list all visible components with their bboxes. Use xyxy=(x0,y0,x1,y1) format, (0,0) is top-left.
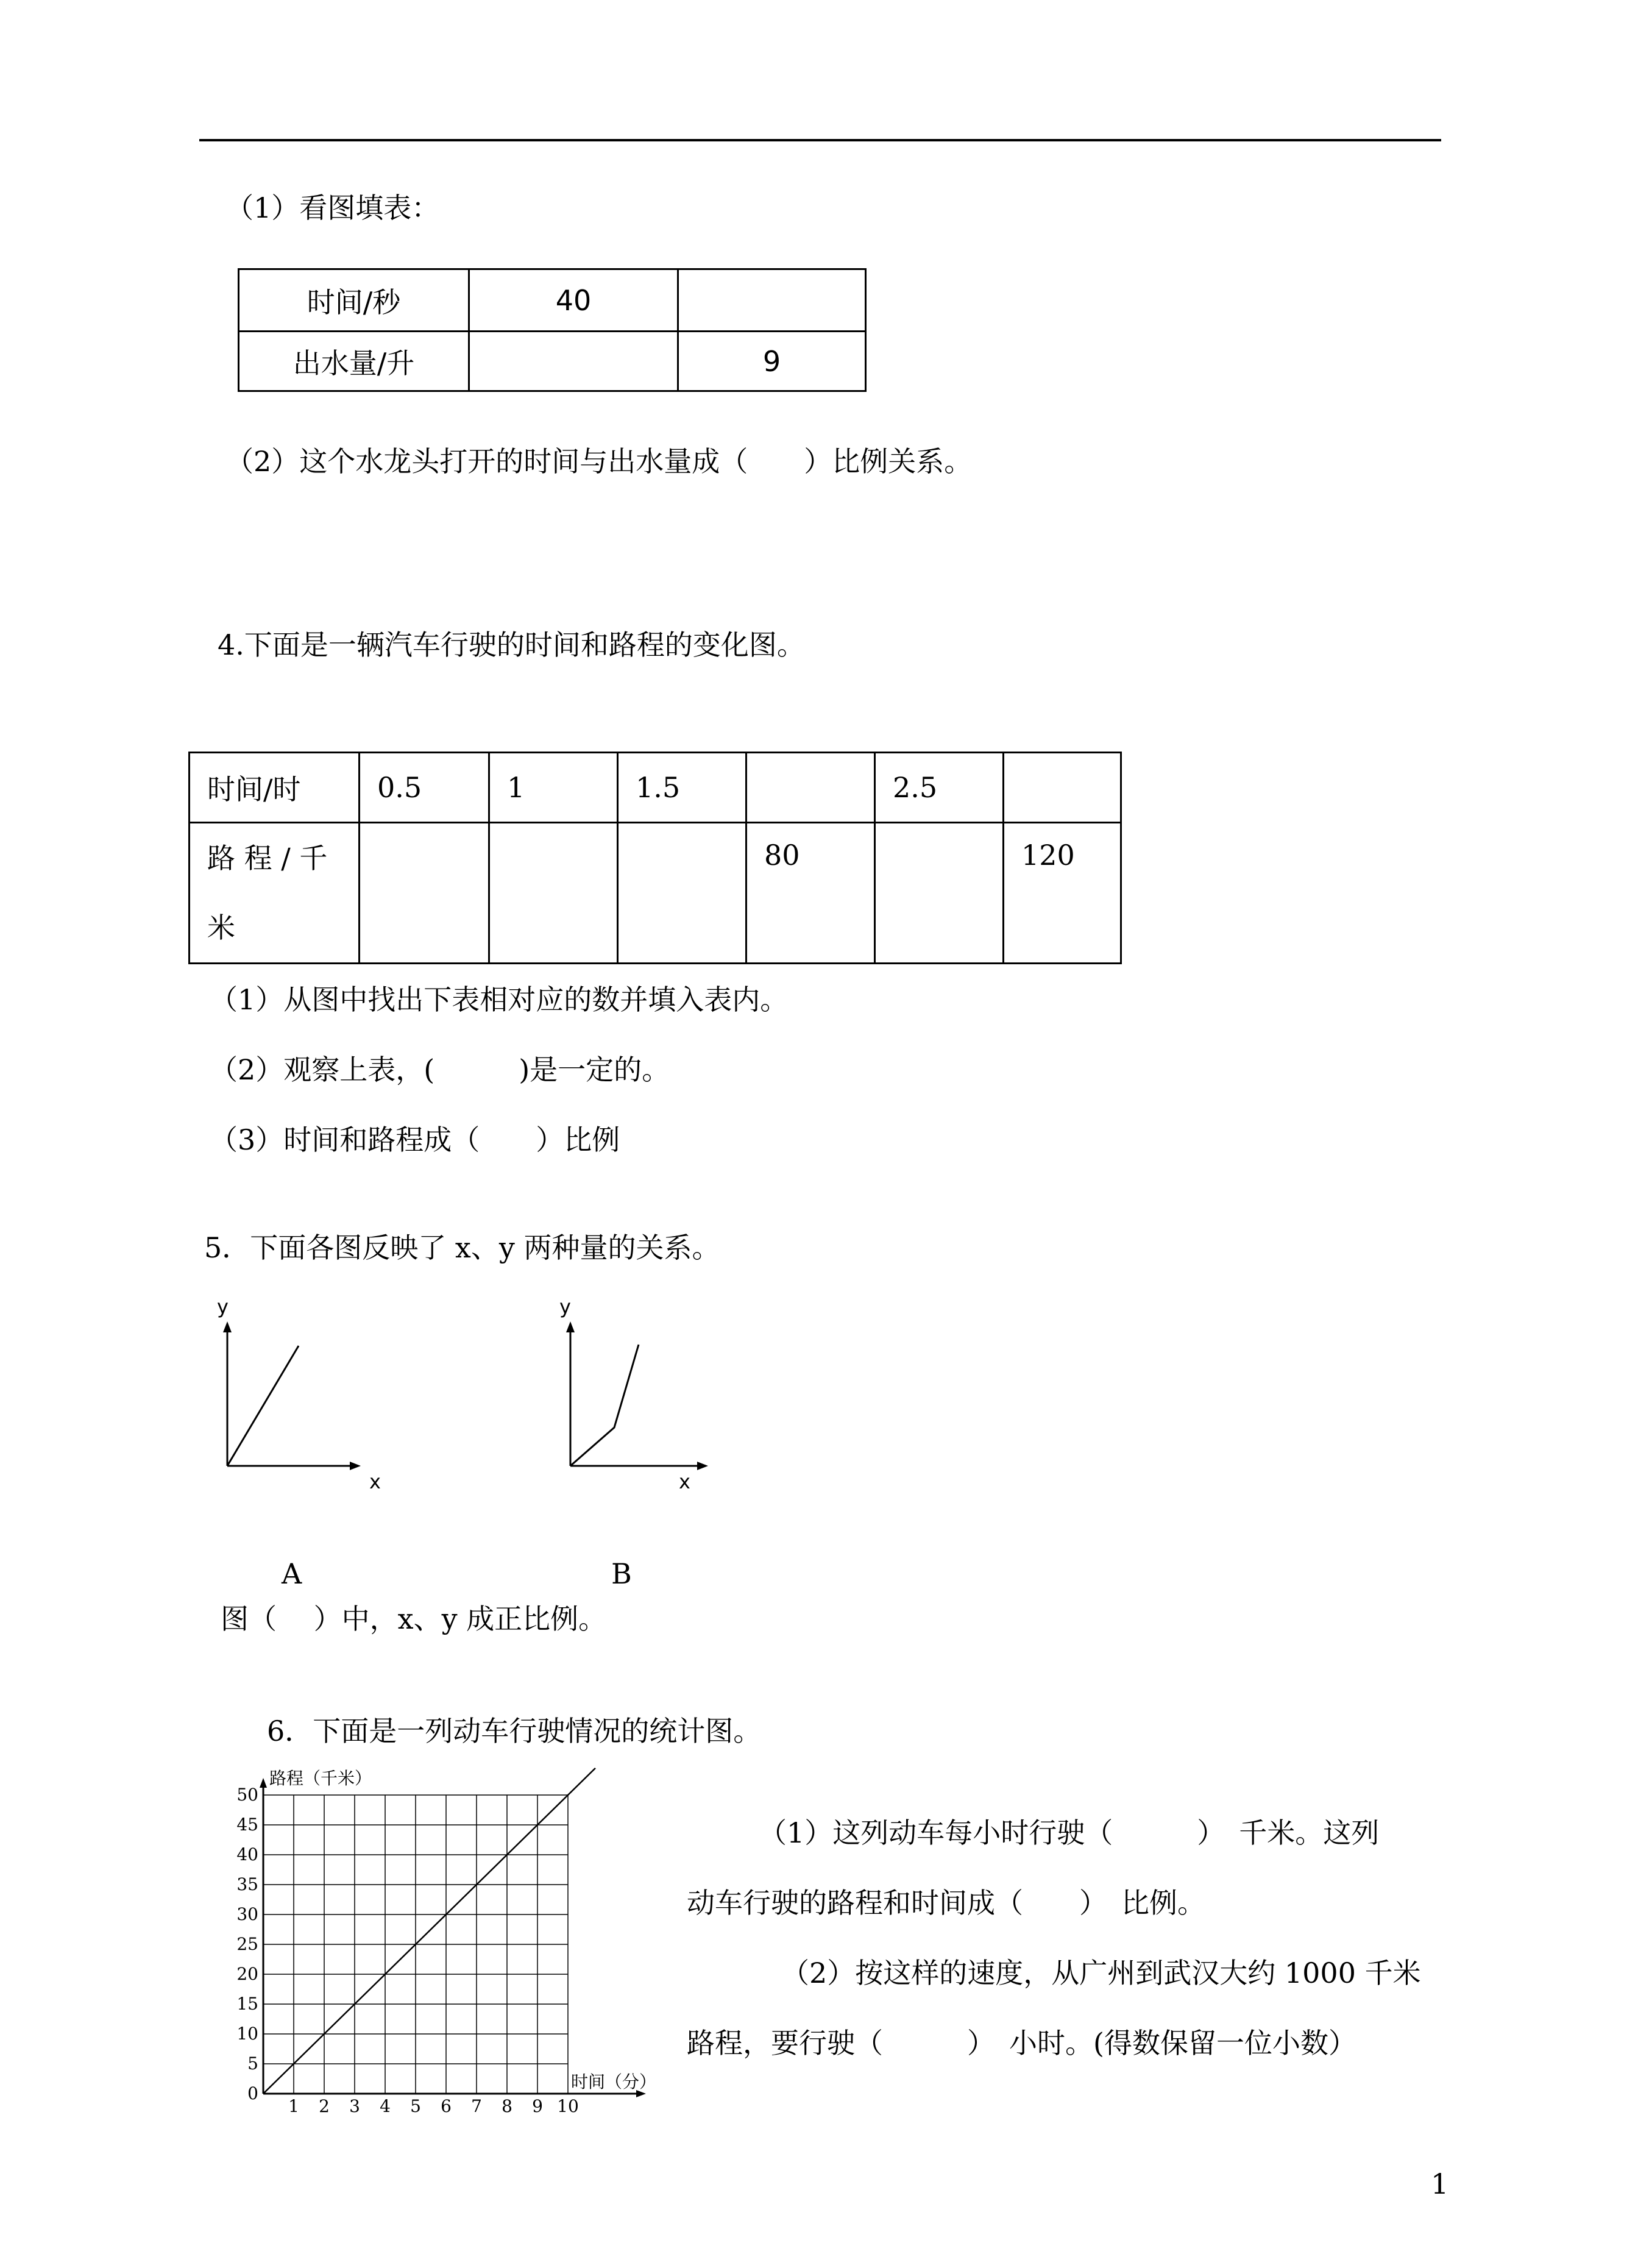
page-number: 1 xyxy=(1431,2167,1449,2200)
q4-cell[interactable] xyxy=(489,823,618,964)
x-axis-label: x xyxy=(369,1470,381,1493)
q3-cell[interactable]: 40 xyxy=(469,269,678,332)
y-tick-label: 30 xyxy=(236,1904,258,1924)
q4-row2-header-line1: 路 程 / 千 xyxy=(207,842,328,875)
x-tick-label: 1 xyxy=(288,2096,299,2116)
q4-cell: 1 xyxy=(489,753,618,823)
q3-cell[interactable] xyxy=(678,269,866,332)
q4-cell: 80 xyxy=(746,823,875,964)
graph-b-line xyxy=(570,1345,639,1466)
graph-a-line xyxy=(227,1346,299,1466)
q5-graph-a-label: A xyxy=(282,1557,302,1590)
y-axis-arrow xyxy=(566,1321,575,1332)
y-tick-label: 35 xyxy=(236,1874,258,1894)
q4-table xyxy=(188,752,1122,964)
y-tick-label: 10 xyxy=(236,2024,258,2044)
x-tick-label: 4 xyxy=(380,2096,391,2116)
y-tick-label: 5 xyxy=(247,2053,258,2074)
y-tick-label: 20 xyxy=(236,1964,258,1984)
x-axis-arrow xyxy=(350,1462,361,1470)
q6-title: 6．下面是一列动车行驶情况的统计图。 xyxy=(267,1715,762,1747)
q4-row2-header xyxy=(190,823,360,964)
y-tick-label: 25 xyxy=(236,1934,258,1954)
q5-question: 图（ ）中，x、y 成正比例。 xyxy=(221,1602,607,1635)
y-tick-label: 50 xyxy=(236,1785,258,1805)
y-tick-label: 0 xyxy=(247,2083,258,2103)
y-axis-arrow xyxy=(260,1778,267,1788)
q4-cell[interactable] xyxy=(618,823,746,964)
q4-cell: 0.5 xyxy=(360,753,489,823)
q6-text-line2: 动车行驶的路程和时间成（ ） 比例。 xyxy=(687,1886,1205,1919)
chart-ticks xyxy=(236,1778,646,2116)
q6-line-chart xyxy=(225,1746,664,2124)
chart-marks xyxy=(263,1768,595,2094)
y-tick-label: 15 xyxy=(236,1994,258,2014)
series-line xyxy=(263,1768,595,2094)
q4-cell[interactable] xyxy=(1004,753,1121,823)
x-tick-label: 6 xyxy=(441,2096,452,2116)
q5-graph-a xyxy=(207,1286,402,1499)
y-axis-label: y xyxy=(559,1295,571,1318)
x-tick-label: 3 xyxy=(349,2096,360,2116)
q4-cell: 120 xyxy=(1004,823,1121,964)
q4-cell: 1.5 xyxy=(618,753,746,823)
q4-part1: （1）从图中找出下表相对应的数并填入表内。 xyxy=(210,983,789,1016)
q6-text-line1: （1）这列动车每小时行驶（ ） 千米。这列 xyxy=(759,1816,1380,1849)
q5-title: 5．下面各图反映了 x、y 两种量的关系。 xyxy=(204,1231,720,1264)
q5-graph-b-label: B xyxy=(611,1557,632,1590)
q6-text-line4: 路程，要行驶（ ） 小时。(得数保留一位小数） xyxy=(687,2027,1356,2060)
q4-cell[interactable] xyxy=(875,823,1004,964)
y-tick-label: 45 xyxy=(236,1815,258,1835)
x-tick-label: 8 xyxy=(502,2096,512,2116)
q4-part2: （2）观察上表，( )是一定的。 xyxy=(210,1053,670,1086)
q4-cell: 2.5 xyxy=(875,753,1004,823)
chart-xlabel: 时间（分） xyxy=(571,2072,657,2092)
chart-ylabel: 路程（千米） xyxy=(269,1768,372,1788)
q4-title: 4.下面是一辆汽车行驶的时间和路程的变化图。 xyxy=(218,628,805,661)
q4-cell: 时间/时 xyxy=(190,753,360,823)
x-axis-arrow xyxy=(697,1462,708,1470)
y-tick-label: 40 xyxy=(236,1844,258,1865)
q4-part3: （3）时间和路程成（ ）比例 xyxy=(210,1123,620,1156)
q4-cell[interactable] xyxy=(360,823,489,964)
y-axis-arrow xyxy=(223,1321,232,1332)
q4-row2-header-line2: 米 xyxy=(207,911,235,944)
q3-part2: （2）这个水龙头打开的时间与出水量成（ ）比例关系。 xyxy=(225,445,973,478)
y-axis-label: y xyxy=(217,1295,229,1318)
x-tick-label: 5 xyxy=(410,2096,421,2116)
q3-cell[interactable] xyxy=(469,332,678,391)
x-tick-label: 10 xyxy=(557,2096,579,2116)
q3-cell: 出水量/升 xyxy=(239,332,469,391)
x-axis-label: x xyxy=(679,1470,690,1493)
q3-table xyxy=(238,268,867,392)
q3-cell[interactable]: 9 xyxy=(678,332,866,391)
x-tick-label: 9 xyxy=(532,2096,543,2116)
x-tick-label: 7 xyxy=(471,2096,482,2116)
q3-part1: （1）看图填表： xyxy=(225,191,440,224)
header-rule xyxy=(199,139,1441,141)
q4-cell[interactable] xyxy=(746,753,875,823)
x-tick-label: 2 xyxy=(319,2096,330,2116)
q3-cell: 时间/秒 xyxy=(239,269,469,332)
q6-text-line3: （2）按这样的速度，从广州到武汉大约 1000 千米 xyxy=(781,1957,1421,1989)
q5-graph-b xyxy=(548,1286,743,1499)
